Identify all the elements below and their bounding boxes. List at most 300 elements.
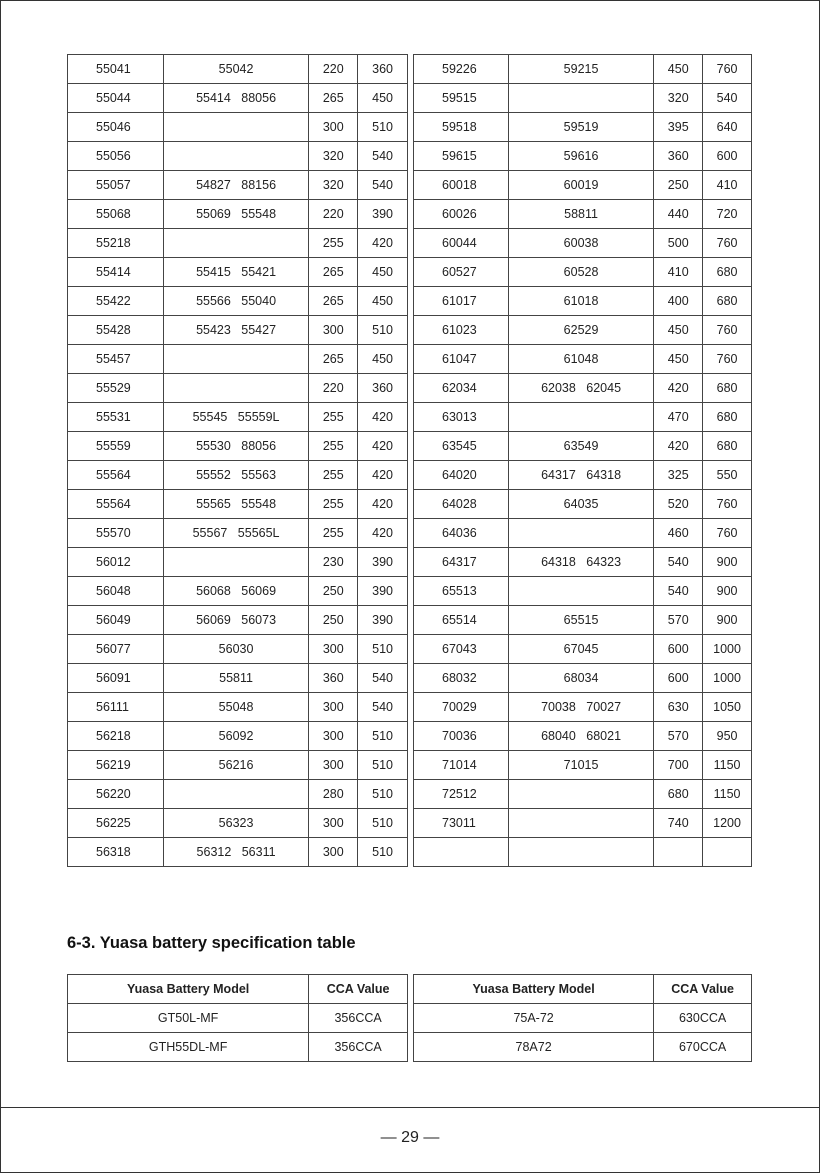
model-code-cell: 65514 <box>414 606 509 635</box>
equivalent-codes-cell: 54827 88156 <box>163 171 309 200</box>
model-code-cell: 60018 <box>414 171 509 200</box>
value-a-cell: 255 <box>309 432 358 461</box>
equivalent-codes-cell: 62529 <box>508 316 654 345</box>
table-row <box>414 490 752 519</box>
table-row <box>414 200 752 229</box>
table-row <box>68 258 408 287</box>
model-code-cell: 67043 <box>414 635 509 664</box>
value-a-cell: 300 <box>309 722 358 751</box>
table-row <box>414 519 752 548</box>
table-row <box>414 345 752 374</box>
value-a-cell: 220 <box>309 55 358 84</box>
model-code-cell: 59226 <box>414 55 509 84</box>
battery-model-cell: 78A72 <box>414 1033 654 1062</box>
table-row <box>68 606 408 635</box>
equivalent-codes-cell: 61018 <box>508 287 654 316</box>
model-code-cell: 70036 <box>414 722 509 751</box>
table-row <box>414 55 752 84</box>
model-code-cell: 62034 <box>414 374 509 403</box>
value-b-cell: 680 <box>703 403 752 432</box>
equivalent-codes-cell: 55415 55421 <box>163 258 309 287</box>
model-code-cell: 72512 <box>414 780 509 809</box>
spec-header-row <box>414 975 752 1004</box>
table-row <box>68 1004 408 1033</box>
equivalent-codes-cell <box>163 780 309 809</box>
model-code-cell: 56048 <box>68 577 164 606</box>
model-code-cell: 56049 <box>68 606 164 635</box>
equivalent-codes-cell: 60038 <box>508 229 654 258</box>
equivalent-codes-cell: 55423 55427 <box>163 316 309 345</box>
equivalent-codes-cell: 56092 <box>163 722 309 751</box>
equivalent-codes-cell <box>163 113 309 142</box>
value-b-cell: 510 <box>358 113 408 142</box>
equivalent-codes-cell: 55811 <box>163 664 309 693</box>
cross-reference-table-right <box>413 54 752 867</box>
value-b-cell: 760 <box>703 229 752 258</box>
table-row <box>414 287 752 316</box>
value-b-cell: 510 <box>358 751 408 780</box>
equivalent-codes-cell: 55566 55040 <box>163 287 309 316</box>
value-a-cell: 360 <box>309 664 358 693</box>
value-a-cell: 255 <box>309 461 358 490</box>
value-b-cell: 390 <box>358 606 408 635</box>
cross-reference-table-left <box>67 54 408 867</box>
model-code-cell: 73011 <box>414 809 509 838</box>
value-b-cell: 640 <box>703 113 752 142</box>
model-code-cell: 56012 <box>68 548 164 577</box>
table-row <box>68 838 408 867</box>
value-a-cell: 395 <box>654 113 703 142</box>
value-a-cell: 320 <box>654 84 703 113</box>
value-a-cell: 300 <box>309 635 358 664</box>
model-code-cell: 64028 <box>414 490 509 519</box>
value-b-cell: 420 <box>358 490 408 519</box>
equivalent-codes-cell: 55048 <box>163 693 309 722</box>
equivalent-codes-cell: 59616 <box>508 142 654 171</box>
table-row <box>68 780 408 809</box>
table-row <box>68 548 408 577</box>
table-row <box>68 316 408 345</box>
value-b-cell: 540 <box>703 84 752 113</box>
equivalent-codes-cell <box>508 84 654 113</box>
value-a-cell: 255 <box>309 490 358 519</box>
equivalent-codes-cell: 56030 <box>163 635 309 664</box>
value-b-cell: 900 <box>703 606 752 635</box>
table-row <box>414 838 752 867</box>
table-row <box>68 1033 408 1062</box>
equivalent-codes-cell: 55552 55563 <box>163 461 309 490</box>
value-a-cell: 300 <box>309 838 358 867</box>
table-row <box>68 287 408 316</box>
value-a-cell: 250 <box>309 606 358 635</box>
table-row <box>414 606 752 635</box>
model-code-cell: 64036 <box>414 519 509 548</box>
battery-model-cell: 75A-72 <box>414 1004 654 1033</box>
equivalent-codes-cell: 60019 <box>508 171 654 200</box>
value-b-cell: 510 <box>358 316 408 345</box>
model-code-cell: 55531 <box>68 403 164 432</box>
equivalent-codes-cell <box>163 229 309 258</box>
value-b-cell: 360 <box>358 55 408 84</box>
model-code-cell: 56219 <box>68 751 164 780</box>
table-row <box>68 345 408 374</box>
value-a-cell: 265 <box>309 258 358 287</box>
value-a-cell: 410 <box>654 258 703 287</box>
value-b-cell: 510 <box>358 722 408 751</box>
equivalent-codes-cell: 56323 <box>163 809 309 838</box>
table-row <box>414 751 752 780</box>
cca-value-cell: 670CCA <box>654 1033 752 1062</box>
value-a-cell: 300 <box>309 751 358 780</box>
equivalent-codes-cell: 59215 <box>508 55 654 84</box>
value-b-cell: 680 <box>703 374 752 403</box>
cca-value-cell: 356CCA <box>309 1033 408 1062</box>
value-b-cell: 510 <box>358 635 408 664</box>
table-row <box>414 142 752 171</box>
value-b-cell: 450 <box>358 345 408 374</box>
value-a-cell: 500 <box>654 229 703 258</box>
equivalent-codes-cell: 55545 55559L <box>163 403 309 432</box>
section-title: 6-3. Yuasa battery specification table <box>67 934 356 952</box>
table-row <box>68 142 408 171</box>
table-row <box>68 200 408 229</box>
table-row <box>414 635 752 664</box>
model-code-cell: 64020 <box>414 461 509 490</box>
value-b-cell: 390 <box>358 548 408 577</box>
value-b-cell: 540 <box>358 664 408 693</box>
value-b-cell: 760 <box>703 490 752 519</box>
battery-model-cell: GT50L-MF <box>68 1004 309 1033</box>
model-code-cell: 63013 <box>414 403 509 432</box>
table-row <box>414 171 752 200</box>
value-b-cell: 1150 <box>703 780 752 809</box>
equivalent-codes-cell: 68034 <box>508 664 654 693</box>
table-row <box>414 461 752 490</box>
equivalent-codes-cell: 59519 <box>508 113 654 142</box>
table-row <box>68 432 408 461</box>
value-a-cell: 450 <box>654 345 703 374</box>
equivalent-codes-cell: 71015 <box>508 751 654 780</box>
table-row <box>68 635 408 664</box>
model-code-cell: 55041 <box>68 55 164 84</box>
model-code-cell: 55457 <box>68 345 164 374</box>
value-b-cell: 410 <box>703 171 752 200</box>
table-row <box>68 229 408 258</box>
equivalent-codes-cell: 55414 88056 <box>163 84 309 113</box>
value-b-cell: 420 <box>358 229 408 258</box>
value-a-cell: 460 <box>654 519 703 548</box>
model-code-cell: 55422 <box>68 287 164 316</box>
table-row <box>414 432 752 461</box>
value-b-cell: 1000 <box>703 635 752 664</box>
model-code-cell: 56318 <box>68 838 164 867</box>
equivalent-codes-cell: 70038 70027 <box>508 693 654 722</box>
table-row <box>414 693 752 722</box>
value-a-cell: 320 <box>309 142 358 171</box>
equivalent-codes-cell: 64035 <box>508 490 654 519</box>
value-b-cell: 420 <box>358 432 408 461</box>
value-a-cell: 320 <box>309 171 358 200</box>
value-b-cell: 1150 <box>703 751 752 780</box>
value-a-cell <box>654 838 703 867</box>
spec-table-right <box>413 974 752 1062</box>
model-code-cell: 59515 <box>414 84 509 113</box>
value-a-cell: 450 <box>654 55 703 84</box>
cca-header: CCA Value <box>654 975 752 1004</box>
equivalent-codes-cell: 55069 55548 <box>163 200 309 229</box>
model-code-cell: 55046 <box>68 113 164 142</box>
table-row <box>414 374 752 403</box>
model-code-cell: 55218 <box>68 229 164 258</box>
table-row <box>68 55 408 84</box>
model-code-cell: 60044 <box>414 229 509 258</box>
page-number: — 29 — <box>380 1129 440 1146</box>
value-a-cell: 420 <box>654 374 703 403</box>
value-a-cell: 570 <box>654 722 703 751</box>
model-code-cell: 61023 <box>414 316 509 345</box>
table-row <box>414 403 752 432</box>
cross-reference-body-left <box>68 55 408 867</box>
table-row <box>414 809 752 838</box>
table-row <box>68 722 408 751</box>
value-b-cell: 510 <box>358 838 408 867</box>
table-row <box>414 229 752 258</box>
value-a-cell: 255 <box>309 519 358 548</box>
value-b-cell: 720 <box>703 200 752 229</box>
model-code-cell: 55044 <box>68 84 164 113</box>
spec-body-left <box>68 1004 408 1062</box>
value-b-cell: 680 <box>703 432 752 461</box>
value-a-cell: 450 <box>654 316 703 345</box>
table-row <box>414 548 752 577</box>
table-row <box>68 519 408 548</box>
equivalent-codes-cell <box>163 548 309 577</box>
cca-value-cell: 356CCA <box>309 1004 408 1033</box>
model-code-cell: 55428 <box>68 316 164 345</box>
table-row <box>68 113 408 142</box>
equivalent-codes-cell: 58811 <box>508 200 654 229</box>
spec-body-right <box>414 1004 752 1062</box>
model-code-cell: 70029 <box>414 693 509 722</box>
value-a-cell: 630 <box>654 693 703 722</box>
model-code-cell: 71014 <box>414 751 509 780</box>
table-row <box>414 316 752 345</box>
equivalent-codes-cell: 63549 <box>508 432 654 461</box>
equivalent-codes-cell: 68040 68021 <box>508 722 654 751</box>
value-b-cell: 760 <box>703 345 752 374</box>
table-row <box>68 693 408 722</box>
table-row <box>68 809 408 838</box>
value-a-cell: 540 <box>654 577 703 606</box>
value-a-cell: 265 <box>309 287 358 316</box>
value-b-cell: 760 <box>703 519 752 548</box>
table-row <box>68 403 408 432</box>
model-code-cell: 56225 <box>68 809 164 838</box>
table-row <box>414 722 752 751</box>
equivalent-codes-cell <box>163 142 309 171</box>
model-code-cell: 55564 <box>68 461 164 490</box>
value-b-cell: 1200 <box>703 809 752 838</box>
equivalent-codes-cell <box>508 519 654 548</box>
value-a-cell: 360 <box>654 142 703 171</box>
value-a-cell: 300 <box>309 693 358 722</box>
spec-table-left <box>67 974 408 1062</box>
equivalent-codes-cell: 60528 <box>508 258 654 287</box>
equivalent-codes-cell <box>508 403 654 432</box>
cross-reference-body-right <box>414 55 752 867</box>
value-a-cell: 400 <box>654 287 703 316</box>
model-code-cell: 55564 <box>68 490 164 519</box>
table-row <box>68 664 408 693</box>
value-b-cell: 450 <box>358 287 408 316</box>
equivalent-codes-cell: 56069 56073 <box>163 606 309 635</box>
table-row <box>414 577 752 606</box>
equivalent-codes-cell <box>508 780 654 809</box>
model-code-cell: 59518 <box>414 113 509 142</box>
model-code-cell: 55559 <box>68 432 164 461</box>
value-a-cell: 300 <box>309 316 358 345</box>
model-code-cell: 55570 <box>68 519 164 548</box>
table-row <box>68 461 408 490</box>
table-row <box>414 1004 752 1033</box>
value-b-cell: 1050 <box>703 693 752 722</box>
value-b-cell: 600 <box>703 142 752 171</box>
table-row <box>414 664 752 693</box>
value-b-cell: 510 <box>358 809 408 838</box>
value-a-cell: 265 <box>309 345 358 374</box>
value-a-cell: 600 <box>654 635 703 664</box>
value-b-cell: 390 <box>358 577 408 606</box>
model-code-cell: 60026 <box>414 200 509 229</box>
value-a-cell: 300 <box>309 809 358 838</box>
battery-model-cell: GTH55DL-MF <box>68 1033 309 1062</box>
equivalent-codes-cell: 56216 <box>163 751 309 780</box>
model-code-cell: 59615 <box>414 142 509 171</box>
model-header: Yuasa Battery Model <box>68 975 309 1004</box>
equivalent-codes-cell: 55565 55548 <box>163 490 309 519</box>
value-a-cell: 300 <box>309 113 358 142</box>
value-b-cell: 540 <box>358 171 408 200</box>
table-row <box>414 1033 752 1062</box>
equivalent-codes-cell <box>163 345 309 374</box>
value-a-cell: 570 <box>654 606 703 635</box>
equivalent-codes-cell: 61048 <box>508 345 654 374</box>
value-b-cell: 550 <box>703 461 752 490</box>
value-b-cell: 510 <box>358 780 408 809</box>
table-row <box>414 258 752 287</box>
value-b-cell: 540 <box>358 693 408 722</box>
table-row <box>68 751 408 780</box>
value-b-cell: 760 <box>703 55 752 84</box>
value-a-cell: 440 <box>654 200 703 229</box>
footer-divider <box>1 1107 819 1108</box>
cca-value-cell: 630CCA <box>654 1004 752 1033</box>
model-code-cell: 55529 <box>68 374 164 403</box>
value-b-cell: 450 <box>358 258 408 287</box>
equivalent-codes-cell <box>508 809 654 838</box>
equivalent-codes-cell: 56068 56069 <box>163 577 309 606</box>
value-b-cell: 900 <box>703 577 752 606</box>
value-b-cell: 450 <box>358 84 408 113</box>
spec-header-row <box>68 975 408 1004</box>
value-a-cell: 520 <box>654 490 703 519</box>
value-a-cell: 420 <box>654 432 703 461</box>
value-b-cell: 950 <box>703 722 752 751</box>
model-code-cell: 55056 <box>68 142 164 171</box>
value-a-cell: 700 <box>654 751 703 780</box>
value-a-cell: 280 <box>309 780 358 809</box>
model-code-cell: 56091 <box>68 664 164 693</box>
value-a-cell: 255 <box>309 403 358 432</box>
table-row <box>414 113 752 142</box>
value-b-cell: 540 <box>358 142 408 171</box>
model-code-cell: 64317 <box>414 548 509 577</box>
model-code-cell: 65513 <box>414 577 509 606</box>
value-b-cell: 360 <box>358 374 408 403</box>
model-code-cell: 56218 <box>68 722 164 751</box>
equivalent-codes-cell: 65515 <box>508 606 654 635</box>
model-code-cell: 56220 <box>68 780 164 809</box>
value-b-cell: 760 <box>703 316 752 345</box>
equivalent-codes-cell: 55530 88056 <box>163 432 309 461</box>
equivalent-codes-cell: 56312 56311 <box>163 838 309 867</box>
table-row <box>68 490 408 519</box>
value-a-cell: 600 <box>654 664 703 693</box>
value-b-cell: 420 <box>358 403 408 432</box>
value-a-cell: 220 <box>309 200 358 229</box>
model-code-cell: 60527 <box>414 258 509 287</box>
value-a-cell: 255 <box>309 229 358 258</box>
table-row <box>68 171 408 200</box>
equivalent-codes-cell <box>508 577 654 606</box>
value-a-cell: 540 <box>654 548 703 577</box>
value-b-cell: 680 <box>703 258 752 287</box>
equivalent-codes-cell: 55567 55565L <box>163 519 309 548</box>
equivalent-codes-cell: 67045 <box>508 635 654 664</box>
model-code-cell: 63545 <box>414 432 509 461</box>
model-code-cell: 56077 <box>68 635 164 664</box>
model-code-cell: 56111 <box>68 693 164 722</box>
equivalent-codes-cell: 62038 62045 <box>508 374 654 403</box>
model-code-cell: 55414 <box>68 258 164 287</box>
equivalent-codes-cell: 64317 64318 <box>508 461 654 490</box>
model-header: Yuasa Battery Model <box>414 975 654 1004</box>
table-row <box>68 577 408 606</box>
value-a-cell: 740 <box>654 809 703 838</box>
value-b-cell: 900 <box>703 548 752 577</box>
value-a-cell: 470 <box>654 403 703 432</box>
table-row <box>68 374 408 403</box>
value-a-cell: 325 <box>654 461 703 490</box>
value-a-cell: 220 <box>309 374 358 403</box>
value-b-cell <box>703 838 752 867</box>
value-b-cell: 680 <box>703 287 752 316</box>
table-row <box>68 84 408 113</box>
model-code-cell: 55068 <box>68 200 164 229</box>
table-row <box>414 84 752 113</box>
value-a-cell: 680 <box>654 780 703 809</box>
model-code-cell: 68032 <box>414 664 509 693</box>
equivalent-codes-cell: 64318 64323 <box>508 548 654 577</box>
table-row <box>414 780 752 809</box>
model-code-cell: 61017 <box>414 287 509 316</box>
value-a-cell: 250 <box>309 577 358 606</box>
model-code-cell <box>414 838 509 867</box>
value-b-cell: 390 <box>358 200 408 229</box>
model-code-cell: 61047 <box>414 345 509 374</box>
value-b-cell: 1000 <box>703 664 752 693</box>
equivalent-codes-cell <box>163 374 309 403</box>
